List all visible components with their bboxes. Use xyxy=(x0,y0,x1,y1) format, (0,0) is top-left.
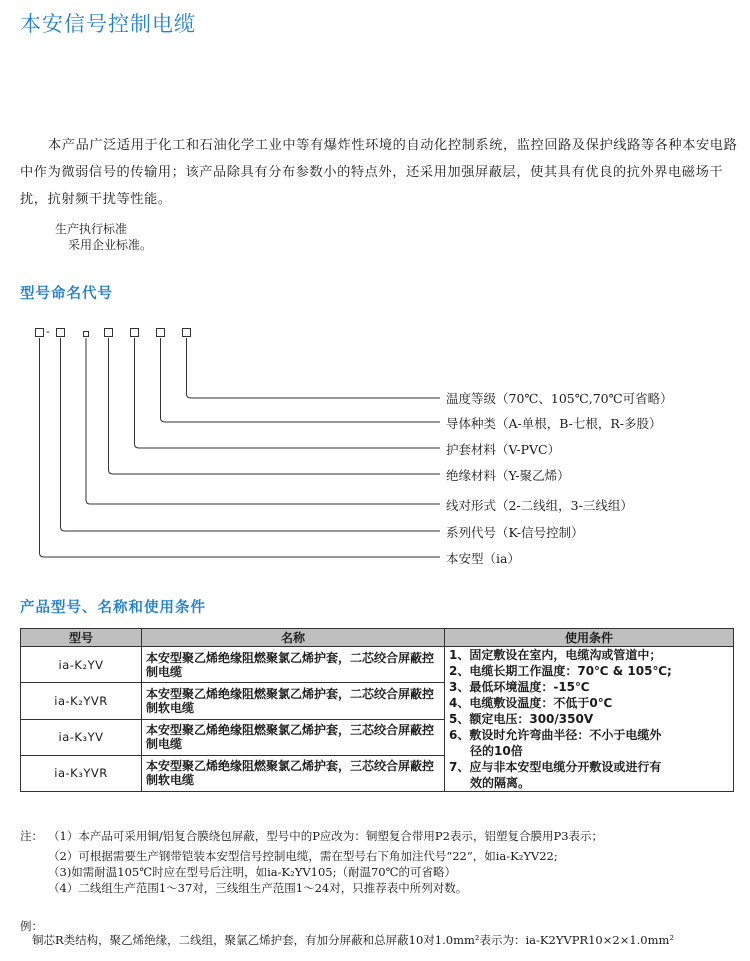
condition-item: 效的隔离。 xyxy=(470,776,531,790)
product-table xyxy=(20,628,734,792)
code-dash: - xyxy=(46,325,50,338)
row-model: ia-K₂YV xyxy=(21,647,142,683)
notes-label: 注： xyxy=(20,829,43,843)
standard-value: 采用企业标准。 xyxy=(68,238,153,252)
condition-item: 7、应与非本安型电缆分开敷设或进行有 xyxy=(449,760,662,774)
row-model: ia-K₃YVR xyxy=(21,755,142,791)
products-heading: 产品型号、名称和使用条件 xyxy=(20,600,206,616)
standard-label: 生产执行标准 xyxy=(55,222,128,236)
code-label-pair: 线对形式（2-二线组，3-三线组） xyxy=(446,498,633,513)
page-title: 本安信号控制电缆 xyxy=(20,12,196,36)
row-name: 本安型聚乙烯绝缘阻燃聚氯乙烯护套，三芯绞合屏蔽控制软电缆 xyxy=(142,755,445,791)
header-name: 名称 xyxy=(142,629,445,647)
row-name: 本安型聚乙烯绝缘阻燃聚氯乙烯护套，二芯绞合屏蔽控制电缆 xyxy=(142,647,445,683)
code-label-series: 系列代号（K-信号控制） xyxy=(446,525,584,540)
row-name: 本安型聚乙烯绝缘阻燃聚氯乙烯护套，三芯绞合屏蔽控制电缆 xyxy=(142,719,445,755)
row-model: ia-K₂YVR xyxy=(21,683,142,719)
code-label-insulation: 绝缘材料（Y-聚乙烯） xyxy=(446,468,570,483)
condition-item: 2、电缆长期工作温度：70℃ & 105℃; xyxy=(449,664,672,678)
table-header-row xyxy=(21,629,734,647)
header-model: 型号 xyxy=(21,629,142,647)
condition-item: 3、最低环境温度：-15℃ xyxy=(449,680,590,694)
row-name: 本安型聚乙烯绝缘阻燃聚氯乙烯护套，二芯绞合屏蔽控制软电缆 xyxy=(142,683,445,719)
intro-paragraph: 本产品广泛适用于化工和石油化学工业中等有爆炸性环境的自动化控制系统，监控回路及保护线路等各种本安电路中作为微弱信号的传输用；该产品除具有分布参数小的特点外，还采用加强屏蔽层，使其具有优良的抗外界电磁场干扰，抗射频干扰等性能。 xyxy=(20,138,738,207)
note-item: （2）可根据需要生产钢带铠装本安型信号控制电缆，需在型号右下角加注代号“22”，如ia-K₂YV22; xyxy=(48,849,558,863)
condition-item: 4、电缆敷设温度：不低于0℃ xyxy=(449,696,613,710)
code-label-temperature: 温度等级（70℃、105℃,70℃可省略） xyxy=(446,391,673,406)
code-label-ia: 本安型（ia） xyxy=(446,551,520,566)
header-conditions: 使用条件 xyxy=(445,629,734,647)
note-item: （3)如需耐温105℃时应在型号后注明，如ia-K₂YV105;（耐温70℃的可省略） xyxy=(48,865,456,879)
condition-item: 5、额定电压：300/350V xyxy=(449,712,594,726)
example-text: 铜芯R类结构，聚乙烯绝缘，二线组，聚氯乙烯护套，有加分屏蔽和总屏蔽10对1.0mm²表示为：ia-K2YVPR10×2×1.0mm² xyxy=(32,933,675,947)
code-label-conductor: 导体种类（A-单根，B-七根，R-多股） xyxy=(446,416,662,431)
condition-item: 1、固定敷设在室内，电缆沟或管道中； xyxy=(449,648,662,662)
condition-item: 6、敷设时允许弯曲半径：不小于电缆外 xyxy=(449,728,662,742)
naming-heading: 型号命名代号 xyxy=(20,286,113,302)
example-label: 例： xyxy=(20,919,43,933)
note-item: （4）二线组生产范围1～37对，三线组生产范围1～24对，只推荐表中所列对数。 xyxy=(48,881,468,895)
conditions-cell xyxy=(445,647,734,792)
row-model: ia-K₃YV xyxy=(21,719,142,755)
table-row xyxy=(21,647,734,683)
note-item: （1）本产品可采用铜/铝复合膜绕包屏蔽，型号中的P应改为：铜塑复合带用P2表示，铝塑复合膜用P3表示； xyxy=(48,829,604,843)
condition-item: 径的10倍 xyxy=(470,744,523,758)
code-label-sheath: 护套材料（V-PVC） xyxy=(446,442,561,457)
